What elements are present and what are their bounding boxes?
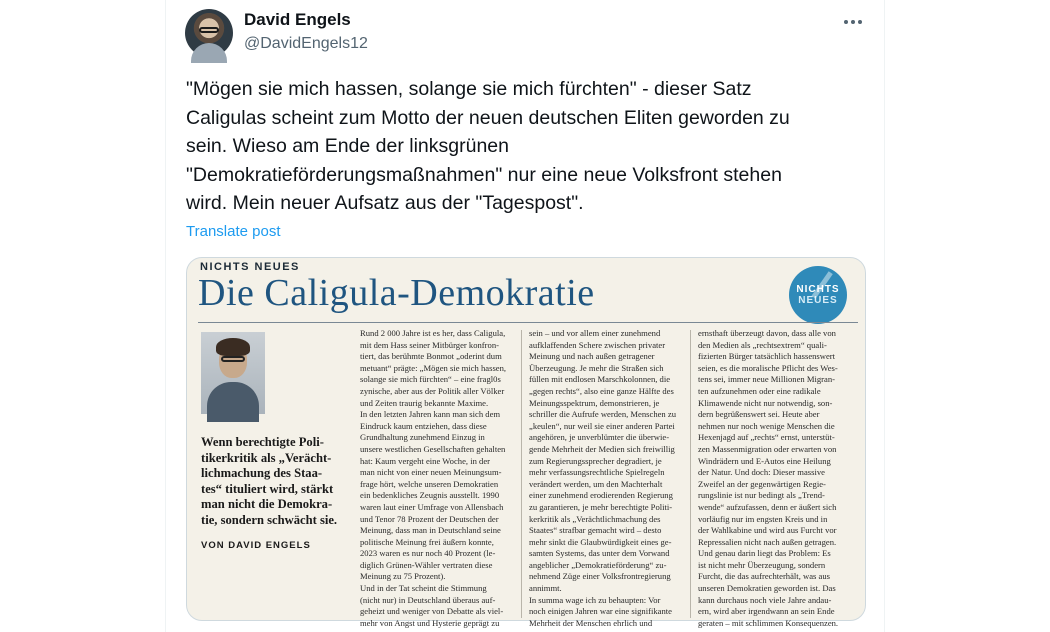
- column-divider: [690, 330, 691, 618]
- avatar[interactable]: [185, 9, 233, 57]
- display-name[interactable]: David Engels: [244, 10, 351, 29]
- avatar-shirt: [191, 43, 227, 63]
- translate-post-link[interactable]: Translate post: [186, 223, 281, 240]
- headline-rule: [198, 322, 858, 323]
- article-column-1: Rund 2 000 Jahre ist es her, dass Caligula, mit dem Hass seiner Mitbürger konfron- tiert, das berühmte Bonmot „oderint dum metuant“ prägte: „Mögen sie mich hassen, solange sie mich fürchten“ – eine fragl0s zynische, aber aus der Politik aller Völker und Zeiten traurig bekannte Maxime. In den letzten Jahren kann man sich dem Eindruck kaum entziehen, dass diese Grundhaltung zunehmend Einzug in unsere westlichen Gesellschaften gehalten hat: Kaum vergeht eine Woche, in der man nicht von einer neuen Meinungsum- frage hört, welche unseren Demokratien ein bedenkliches Zeugnis ausstellt. 1990 waren laut einer Umfrage von Allensbach und Tenor 78 Prozent der Deutschen der Meinung, dass man in Deutschland seine politische Meinung frei äußern konnte, 2023 waren es nur noch 40 Prozent (le- diglich Grünen-Wähler vertraten diese Meinung zu 75 Prozent). Und in der Tat scheint die Stimmung (nicht nur) in Deutschland überaus auf- geheizt und weniger von Debatte als viel- mehr von Angst und Hysterie geprägt zu: [360, 328, 507, 628]
- badge-line2: NEUES: [798, 295, 838, 306]
- more-dot: [844, 20, 848, 24]
- article-column-3: ernsthaft überzeugt davon, dass alle von den Medien als „rechtsextrem“ quali- fizierten Bürger tatsächlich hassenswert seien, es die moralische Pflicht des Wes- tens sei, immer neue Millionen Migran- ten aufzunehmen oder eine radikale Klimawende nicht nur notwendig, son- dern begrüßenswert sei. Heute aber nehmen nur noch wenige Menschen die Hexenjagd auf „rechts“ ernst, unterstüt- zen Massenmigration oder erwarten von Windrädern und E-Autos eine Heilung der Natur. Und doch: Dieser massive Zweifel an der gegenwärtigen Regie- rungslinie ist nur bedingt als „Trend- wende“ aufzufassen, denn er äußert sich vorläufig nur im engsten Kreis und in der Wahlkabine und wird aus Furcht vor Repressalien nicht nach außen getragen. Und genau darin liegt das Problem: Es ist nicht mehr Überzeugung, sondern Furcht, die das aufrechterhält, was aus unseren Demokratien geworden ist. Das kann durchaus noch viele Jahre andau- ern, wird aber irgendwann an sein Ende geraten – mit schlimmen Konsequenzen.: [698, 328, 839, 628]
- article-column-2: sein – und vor allem einer zunehmend aufklaffenden Schere zwischen privater Meinung und nach außen getragener Überzeugung. Je mehr die Straßen sich füllen mit endlosen Marschkolonnen, die „gegen rechts“, also eine ganze Hälfte des Meinungsspektrum, demonstrieren, je schriller die Aufrufe werden, Menschen zu „keulen“, nur weil sie einer anderen Partei angehören, je unverblümter die überwie- gende Mehrheit der Medien sich freiwillig zum Regierungssprecher degradiert, je mehr verfassungsrechtliche Spielregeln verändert werden, um den Machterhalt einer zunehmend erodierenden Regierung zu garantieren, je mehr berechtigte Politi- kerkritik als „Verächtlichmachung des Staates“ strafbar gemacht wird – desto mehr sinkt die Glaubwürdigkeit eines ge- samten Systems, das unter dem Vorwand angeblicher „Demokratieförderung“ zu- nehmend Züge einer Volksfrontregierung annimmt. In summa wage ich zu behaupten: Vor noch einigen Jahren war eine signifikante Mehrheit der Menschen ehrlich und: [529, 328, 676, 628]
- author-photo: [201, 332, 265, 414]
- column-divider: [521, 330, 522, 618]
- badge-line1: NICHTS: [796, 284, 840, 295]
- avatar-glasses: [199, 27, 219, 33]
- more-horizontal-icon[interactable]: [838, 8, 868, 36]
- nichts-neues-badge: [789, 266, 847, 324]
- timeline-border-right: [884, 0, 885, 632]
- author-photo-body: [207, 382, 259, 422]
- more-dot: [858, 20, 862, 24]
- article-kicker: NICHTS NEUES: [200, 261, 300, 273]
- author-photo-glasses: [221, 356, 245, 362]
- article-headline: Die Caligula-Demokratie: [198, 272, 595, 314]
- post-text: "Mögen sie mich hassen, solange sie mich fürchten" - dieser Satz Caligulas scheint zum Motto der neuen deutschen Eliten geworden zu sein. Wieso am Ende der linksgrünen "Demokratieförderungsmaßnahmen" nur eine neue Volksfront stehen wird. Mein neuer Aufsatz aus der "Tagespost".: [186, 78, 790, 214]
- article-pullquote: Wenn berechtigte Poli- tikerkritik als „Verächt- lichmachung des Staa- tes“ tituliert wird, stärkt man nicht die Demokra- tie, sondern schwächt sie.: [201, 435, 338, 527]
- author-photo-hair: [216, 338, 250, 356]
- post-image[interactable]: [186, 257, 866, 628]
- article-byline: VON DAVID ENGELS: [201, 540, 311, 551]
- user-handle[interactable]: @DavidEngels12: [244, 35, 368, 52]
- post: [166, 0, 884, 632]
- more-dot: [851, 20, 855, 24]
